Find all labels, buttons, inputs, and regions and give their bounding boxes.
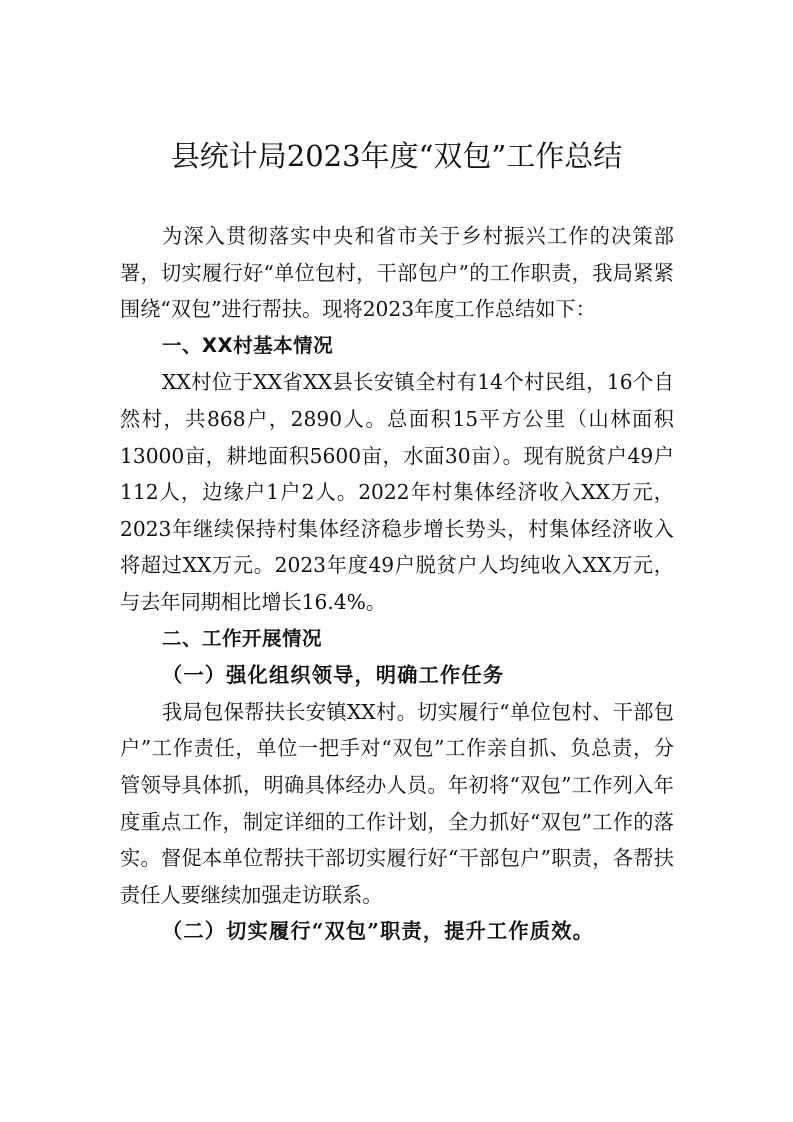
subsection-1-paragraph: 我局包保帮扶长安镇XX村。切实履行“单位包村、干部包户”工作责任，单位一把手对“双包”工作亲自抓、负总责，分管领导具体抓，明确具体经办人员。年初将“双包”工作列入年度重点工作，制定详细的工作计划，全力抓好“双包”工作的落实。督促本单位帮扶干部切实履行好“干部包户”职责，各帮扶责任人要继续加强走访联系。 — [120, 699, 674, 907]
intro-paragraph: 为深入贯彻落实中央和省市关于乡村振兴工作的决策部署，切实履行好“单位包村，干部包户”的工作职责，我局紧紧围绕“双包”进行帮扶。现将2023年度工作总结如下： — [120, 224, 674, 322]
document-body — [120, 218, 674, 950]
subsection-1-heading: （一）强化组织领导，明确工作任务 — [162, 663, 505, 688]
document-title: 县统计局2023年度“双包”工作总结 — [170, 139, 623, 173]
section-2-heading: 二、工作开展情况 — [162, 626, 323, 650]
section-1-heading: 一、XX村基本情况 — [162, 333, 334, 357]
subsection-2-heading: （二）切实履行“双包”职责，提升工作质效。 — [162, 919, 594, 944]
section-1-paragraph: XX村位于XX省XX县长安镇全村有14个村民组，16个自然村，共868户，2890人。总面积15平方公里（山林面积13000亩，耕地面积5600亩，水面30亩）。现有脱贫户49户112人，边缘户1户2人。2022年村集体经济收入XX万元，2023年继续保持村集体经济稳步增长势头，村集体经济收入将超过XX万元。2023年度49户脱贫户人均纯收入XX万元，与去年同期相比增长16.4%。 — [120, 370, 674, 614]
